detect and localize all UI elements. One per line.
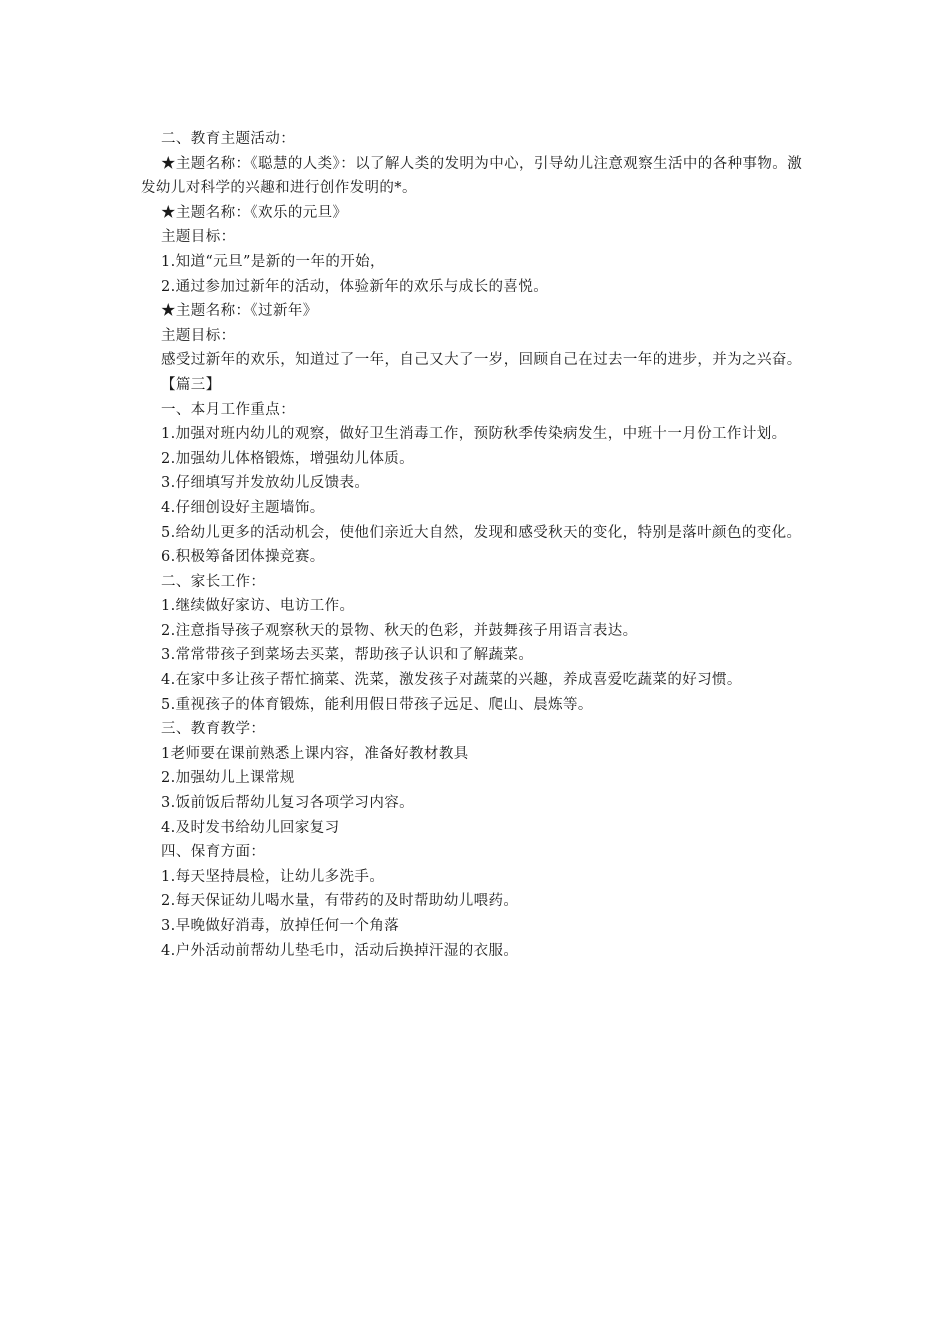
list-item: 1.加强对班内幼儿的观察，做好卫生消毒工作，预防秋季传染病发生，中班十一月份工作计划。 [161, 426, 787, 443]
part-three-heading: 【篇三】 [161, 376, 221, 393]
section-heading-teaching: 三、教育教学： [161, 721, 266, 738]
list-item: 4.户外活动前帮幼儿垫毛巾，活动后换掉汗湿的衣服。 [161, 942, 519, 959]
section-heading-monthly-focus: 一、本月工作重点： [161, 401, 296, 418]
list-item: 5.给幼儿更多的活动机会，使他们亲近大自然，发现和感受秋天的变化，特别是落叶颜色的变化。 [161, 524, 802, 541]
list-item: 4.仔细创设好主题墙饰。 [161, 499, 325, 516]
theme-new-year-day: ★主题名称：《欢乐的元旦》 [161, 204, 348, 221]
list-item: 1.继续做好家访、电访工作。 [161, 598, 355, 615]
list-item: 3.饭前饭后帮幼儿复习各项学习内容。 [161, 795, 415, 812]
theme-goal-label: 主题目标： [161, 229, 236, 246]
list-item: 4.在家中多让孩子帮忙摘菜、洗菜，激发孩子对蔬菜的兴趣，养成喜爱吃蔬菜的好习惯。 [161, 672, 742, 689]
list-item: 1老师要在课前熟悉上课内容，准备好教材教具 [161, 745, 469, 762]
list-item: 1.每天坚持晨检，让幼儿多洗手。 [161, 868, 385, 885]
theme-smart-humans: ★主题名称：《聪慧的人类》：以了解人类的发明为中心，引导幼儿注意观察生活中的各种事物。激发幼儿对科学的兴趣和进行创作发明的*。 [141, 155, 803, 197]
list-item: 3.常常带孩子到菜场去买菜，帮助孩子认识和了解蔬菜。 [161, 647, 534, 664]
list-item: 2.注意指导孩子观察秋天的景物、秋天的色彩，并鼓舞孩子用语言表达。 [161, 622, 638, 639]
theme-celebrate-new-year: ★主题名称：《过新年》 [161, 303, 318, 320]
list-item: 2.加强幼儿体格锻炼，增强幼儿体质。 [161, 450, 415, 467]
section-heading-education-themes: 二、教育主题活动： [161, 131, 296, 147]
section-heading-parent-work: 二、家长工作： [161, 573, 266, 590]
list-item: 3.早晚做好消毒，放掉任何一个角落 [161, 918, 400, 934]
list-item: 2.通过参加过新年的活动，体验新年的欢乐与成长的喜悦。 [161, 278, 549, 295]
list-item: 5.重视孩子的体育锻炼，能利用假日带孩子远足、爬山、晨炼等。 [161, 696, 593, 713]
list-item: 2.每天保证幼儿喝水量，有带药的及时帮助幼儿喂药。 [161, 893, 519, 910]
list-item: 3.仔细填写并发放幼儿反馈表。 [161, 475, 370, 492]
list-item: 1.知道“元旦”是新的一年的开始， [161, 253, 385, 270]
list-item: 2.加强幼儿上课常规 [161, 770, 295, 787]
list-item: 4.及时发书给幼儿回家复习 [161, 819, 340, 836]
list-item: 6.积极筹备团体操竞赛。 [161, 549, 325, 566]
theme-goal-label: 主题目标： [161, 327, 236, 344]
theme-goal-text: 感受过新年的欢乐，知道过了一年，自己又大了一岁，回顾自己在过去一年的进步，并为之兴奋。 [161, 352, 802, 369]
document-body [141, 127, 813, 963]
section-heading-care: 四、保育方面： [161, 844, 266, 861]
